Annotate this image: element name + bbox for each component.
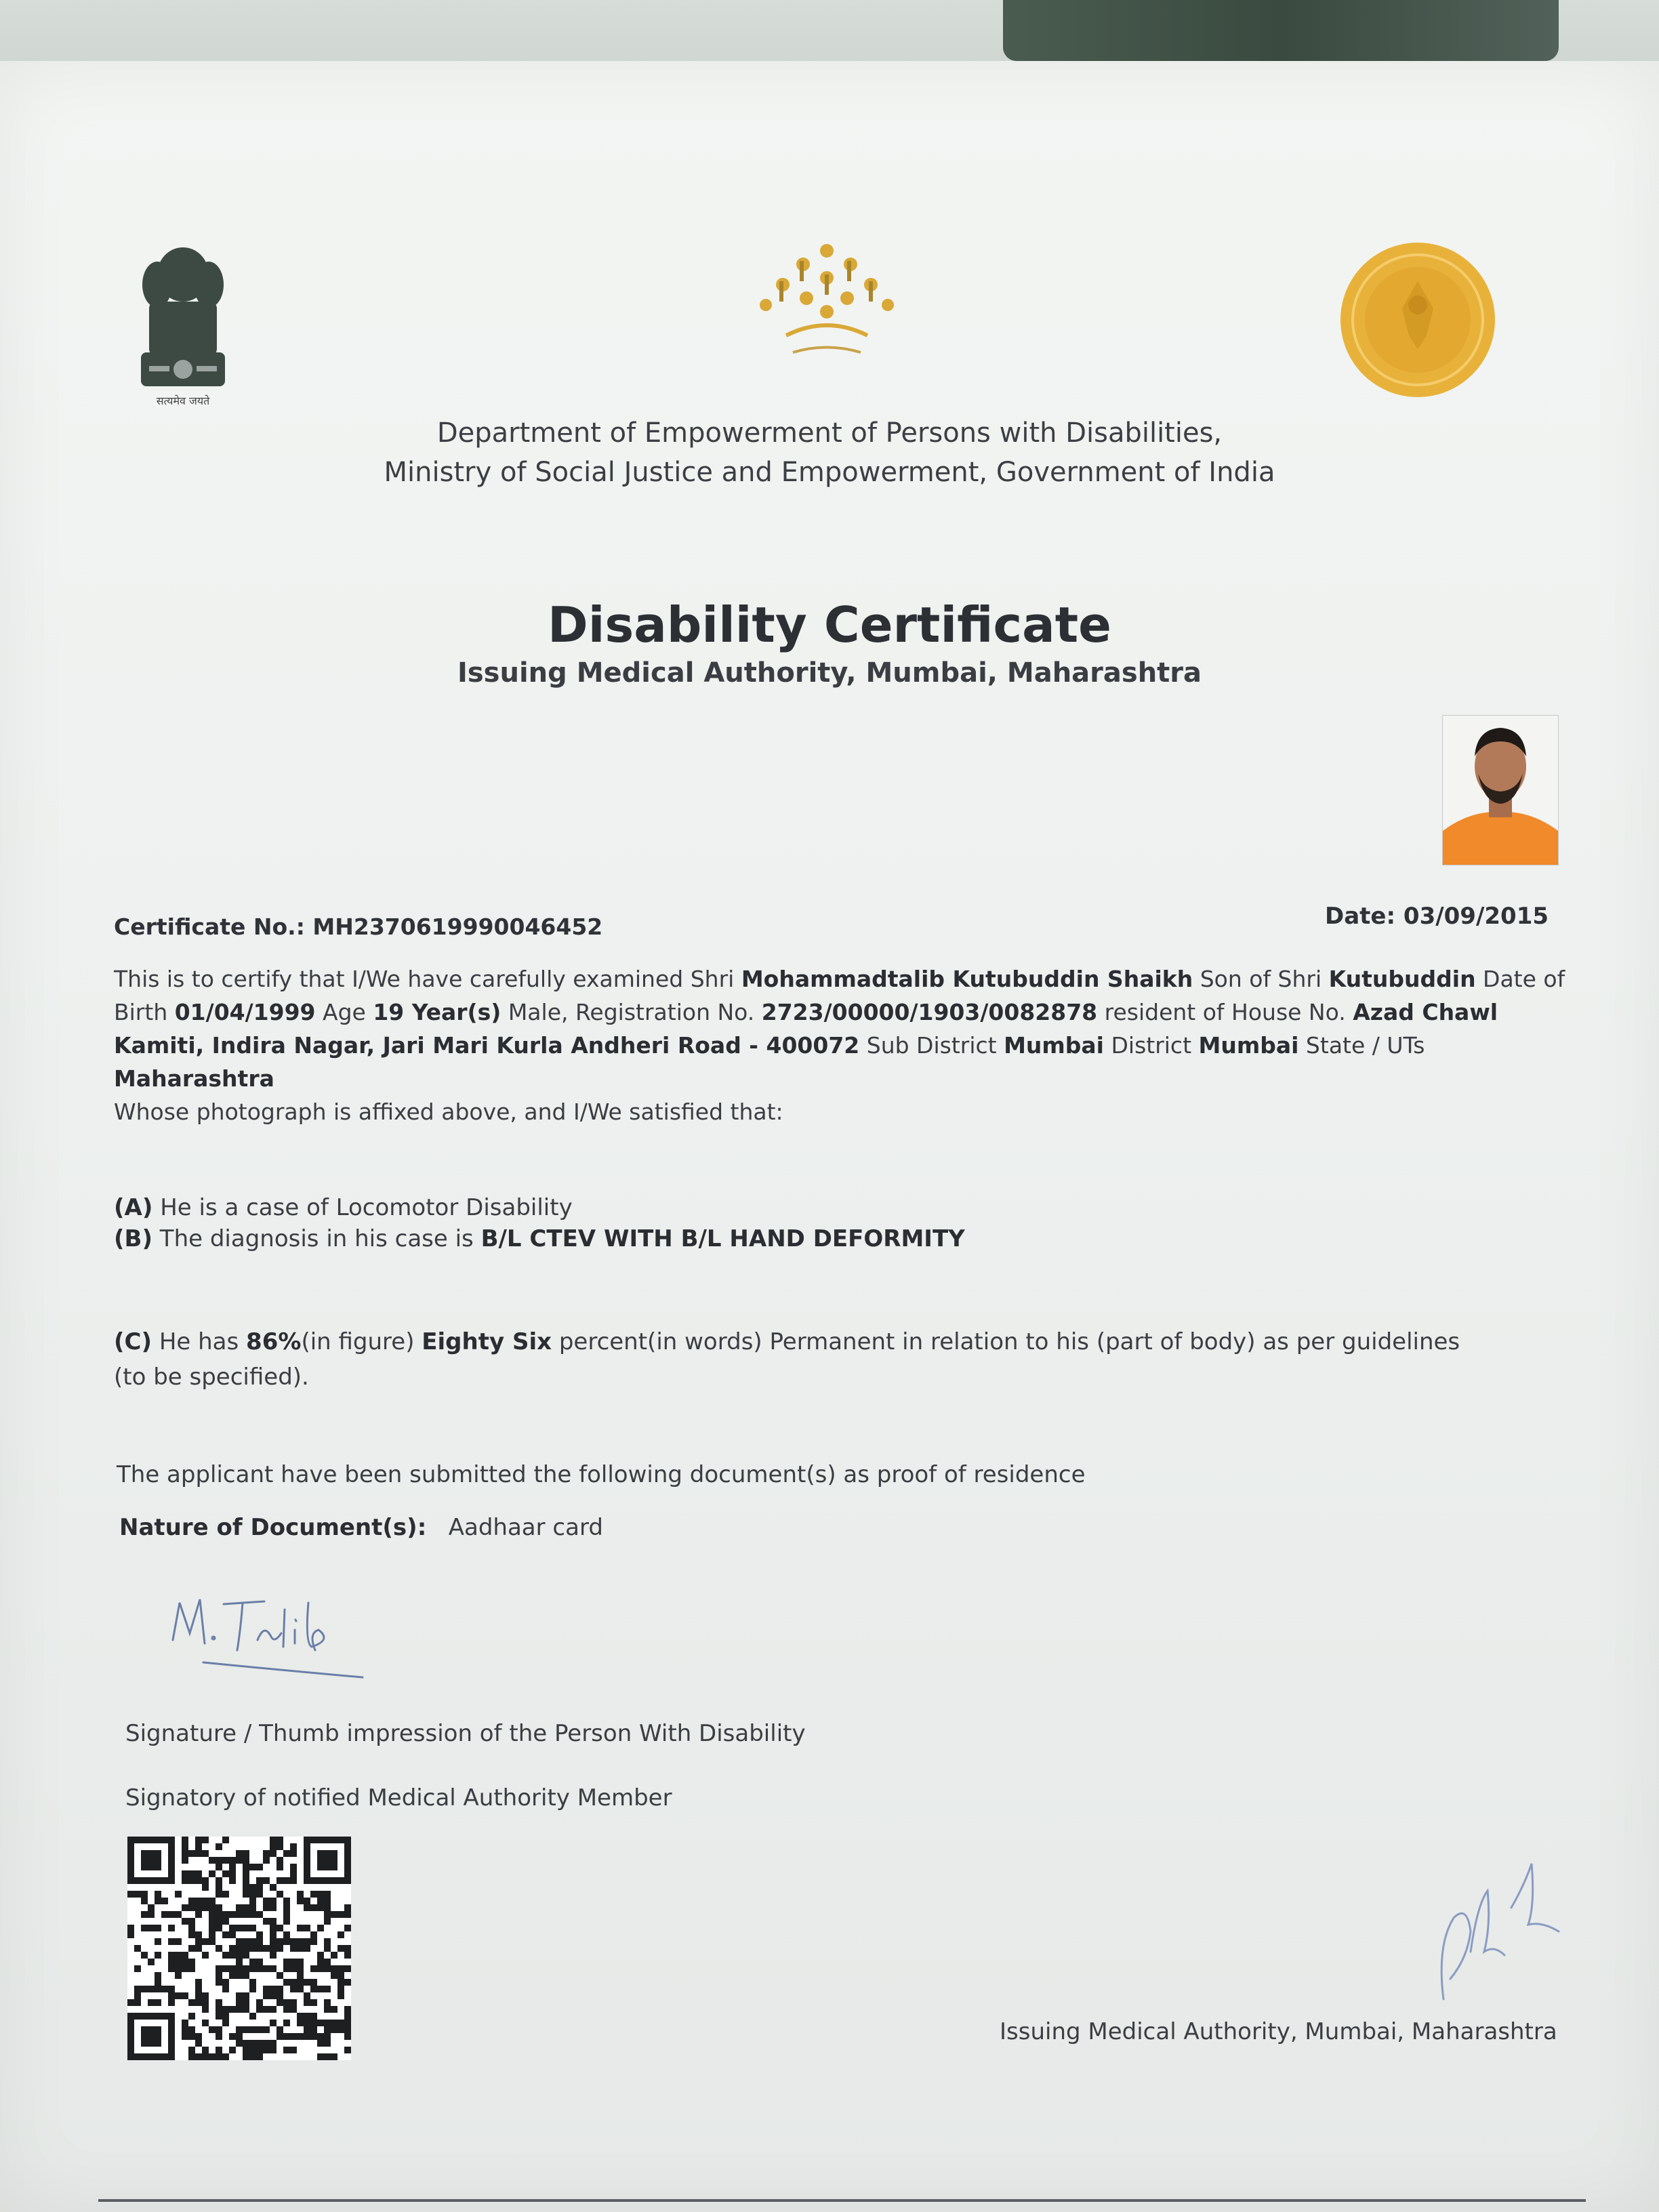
body-text: Date of Birth: [114, 966, 1565, 1025]
person-signature-label: Signature / Thumb impression of the Person With Disability: [125, 1720, 806, 1747]
maharashtra-seal-icon: [1338, 241, 1498, 400]
finding-c-text: (in figure): [301, 1328, 422, 1355]
address: Azad Chawl Kamiti, Indira Nagar, Jari Mari Kurla Andheri Road - 400072: [114, 999, 1498, 1059]
date-value: 03/09/2015: [1403, 903, 1549, 930]
footer-authority: Issuing Medical Authority, Mumbai, Maharashtra: [1000, 2018, 1557, 2045]
qr-code: [127, 1837, 351, 2060]
department-line: Department of Empowerment of Persons with Disabilities,: [436, 417, 1223, 449]
finding-c: [114, 1328, 1460, 1355]
emblem-caption: सत्यमेव जयते: [156, 394, 210, 407]
finding-a: [114, 1194, 573, 1221]
finding-c-line2: (to be specified).: [114, 1364, 309, 1391]
father-name: Kutubuddin: [1328, 966, 1476, 992]
finding-c-text: percent(in words) Permanent in relation to his (part of body) as per guidelines: [552, 1328, 1460, 1355]
certificate-number-value: MH2370619990046452: [312, 914, 603, 940]
applicant-name: Mohammadtalib Kutubuddin Shaikh: [741, 966, 1193, 992]
date-label: Date:: [1325, 903, 1396, 930]
body-text: Male, Registration No.: [501, 999, 762, 1025]
finding-c-label: (C): [114, 1328, 152, 1355]
body-text: District: [1104, 1032, 1199, 1059]
nature-value: Aadhaar card: [448, 1514, 603, 1541]
national-emblem-icon: [129, 237, 237, 413]
issuing-authority-subtitle: Issuing Medical Authority, Mumbai, Maharashtra: [457, 657, 1202, 689]
registration-number: 2723/00000/1903/0082878: [761, 999, 1098, 1025]
person-signature: [163, 1576, 380, 1691]
authority-signature: [1430, 1843, 1586, 2006]
finding-a-text: He is a case of Locomotor Disability: [152, 1194, 573, 1221]
certification-paragraph: [114, 962, 1578, 1128]
body-text: Age: [315, 999, 373, 1025]
qr-code-icon: [127, 1837, 351, 2060]
disability-percent: 86%: [246, 1328, 302, 1355]
body-text: This is to certify that I/We have carefully examined Shri: [114, 966, 741, 992]
certificate-date: [1325, 903, 1549, 930]
body-text: resident of House No.: [1097, 999, 1353, 1025]
finding-c-text: He has: [152, 1328, 247, 1355]
authority-member-label: Signatory of notified Medical Authority Member: [125, 1784, 672, 1811]
finding-b-label: (B): [114, 1225, 152, 1252]
sub-district: Mumbai: [1004, 1032, 1104, 1059]
finding-a-label: (A): [114, 1194, 153, 1221]
state: Maharashtra: [114, 1065, 274, 1092]
disability-percent-words: Eighty Six: [422, 1328, 552, 1355]
sugamya-logo-icon: [745, 234, 908, 369]
photo-affixed-text: Whose photograph is affixed above, and I/We satisfied that:: [114, 1099, 783, 1125]
district: Mumbai: [1198, 1032, 1299, 1059]
body-text: Sub District: [859, 1032, 1004, 1059]
footer-divider: [98, 2199, 1586, 2202]
body-text: Son of Shri: [1193, 966, 1329, 992]
nature-label: Nature of Document(s):: [119, 1514, 427, 1541]
body-text: State / UTs: [1298, 1032, 1425, 1059]
page-title: Disability Certificate: [547, 596, 1112, 653]
certificate-number: [114, 914, 602, 940]
ministry-line: Ministry of Social Justice and Empowerment, Government of India: [384, 457, 1275, 488]
diagnosis-value: B/L CTEV WITH B/L HAND DEFORMITY: [480, 1225, 965, 1252]
proof-intro: The applicant have been submitted the following document(s) as proof of residence: [117, 1461, 1086, 1488]
finding-b: [114, 1225, 965, 1252]
person-portrait-icon: [1443, 716, 1558, 865]
applicant-photo: [1442, 715, 1559, 865]
nature-of-document: [119, 1514, 603, 1541]
date-of-birth: 01/04/1999: [174, 999, 316, 1025]
finding-b-text: The diagnosis in his case is: [152, 1225, 481, 1252]
certificate-number-label: Certificate No.:: [114, 914, 305, 940]
background-object: [1003, 0, 1559, 61]
age: 19 Year(s): [373, 999, 501, 1025]
